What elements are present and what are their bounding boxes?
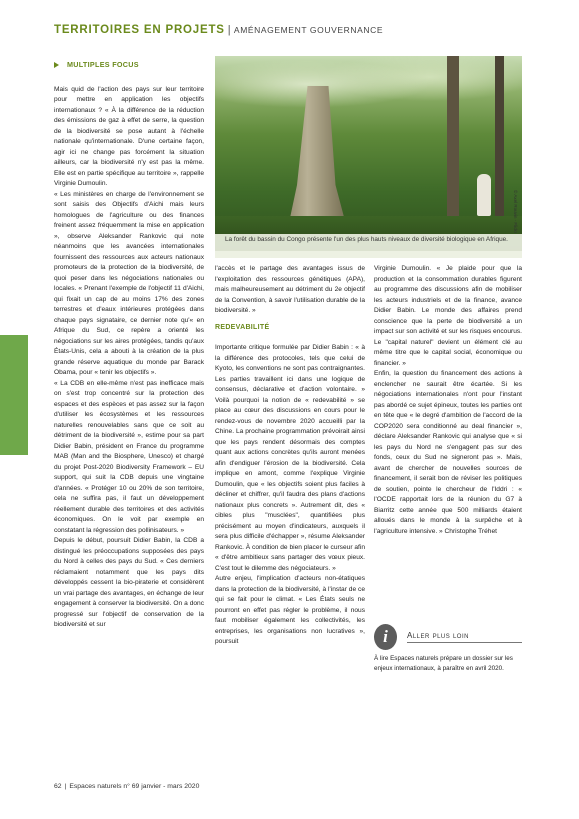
tree-trunk (447, 56, 459, 226)
info-icon: i (374, 624, 397, 650)
triangle-bullet-icon (54, 62, 59, 68)
redevabilite-heading: REDEVABILITÉ (215, 323, 270, 331)
paragraph: Depuis le début, poursuit Didier Babin, la CDB a distingué les préoccupations supposées des pays du Nord à celles des pays du Sud. « Ces derniers réclamaient notamment que les pays dits développés cessent la bio-piraterie et considèrent un vrai partage des avantages, en échange de leur engagement à conserver la biodiversité. On a donc progressé sur l'objectif de conservation de la biodiversité et sur (54, 537, 204, 628)
paragraph: Importante critique formulée par Didier Babin : « à la différence des protocoles, tels que celui de Kyoto, les conventions ne sont pas contraignantes. Les parties travaillent ici dans une logique de consensus, déclarative et d'action volontaire. » Voilà pourquoi la notion de « redevabilité » se place au cœur des discussions en cours pour le rendez-vous de novembre 2020 accueilli par la Chine. La prochaine programmation prévoirait ainsi que les pays rendent désormais des comptes quant aux actions concrètes qu'ils auront menées afin d'endiguer l'érosion de la biodiversité. Cela implique en amont, comme l'explique Virginie Dumoulin, que « les objectifs soient plus faciles à décliner et chiffrer, qu'il faudra des plans d'actions nationaux plus concrets ». Autrement dit, des « cibles plus "musclées", quantifiées plus précisément au moyen d'indicateurs, auxquels il sera plus difficile d'échapper », résume Aleksander Rankovic. À condition de bien placer le curseur afin « d'être ambitieux sans partager des vœux pieux. C'est tout le dilemme des négociateurs. » (215, 344, 365, 572)
photo-caption: La forêt du bassin du Congo présente l'un des plus hauts niveaux de diversité biologique en Afrique. (215, 234, 522, 258)
paragraph: Virginie Dumoulin. « Je plaide pour que la production et la consommation durables figurent au programme des discussions afin de mobiliser les acteurs industriels et de la finance, avance Didier Babin. Le monde des affaires prend conscience que la perte de biodiversité a un impact sur son activité et sur les risques encourus. Le "capital naturel" devient un élément clé au même titre que le capital social, économique ou financier. » (374, 265, 522, 367)
paragraph: « La CDB en elle-même n'est pas inefficace mais on s'est trop concentré sur la protection des espaces et des espèces et pas assez sur la façon d'utiliser les écosystèmes et les ressources naturelles renouvelables sans que ce soit au détriment de la biodiversité », estime pour sa part Didier Babin, président en France du programme MAB (Man and the Biosphere, Unesco) et chargé du projet Post-2020 Biodiversity Framework – EU support, qui suit la CDB depuis une vingtaine d'années. « Protéger 10 ou 20% de son territoire, cela ne suffira pas, il faut un développement réellement durable des territoires et des activités économiques. On le voit par exemple en constatant la régression des pollinisateurs. » (54, 379, 204, 534)
person-figure (477, 174, 491, 216)
focus-heading-text: MULTIPLES FOCUS (67, 60, 139, 69)
further-reading-box (374, 624, 522, 674)
column-2 (215, 264, 365, 648)
page-number: 62 (54, 783, 62, 790)
header-separator: | (227, 24, 231, 36)
title-underline (407, 642, 522, 643)
page-header (54, 24, 383, 36)
side-tab (0, 335, 28, 455)
column-3 (374, 264, 522, 537)
forest-photo (215, 56, 522, 251)
column-1 (54, 60, 204, 631)
subsection-title: AMÉNAGEMENT GOUVERNANCE (233, 25, 384, 35)
photo-credit: © Axel Rouvin - Flickr (513, 190, 518, 234)
section-title: TERRITOIRES EN PROJETS (54, 24, 225, 36)
paragraph: l'accès et le partage des avantages issus de l'exploitation des ressources génétiques (APA), mais malheureusement au détriment du 2e objectif de la Convention, à savoir l'utilisation durable de la biodiversité. » (215, 265, 365, 314)
paragraph: « Les ministères en charge de l'environnement se sont saisis des Objectifs d'Aichi mais leurs homologues de l'agriculture ou des finances freinent assez fréquemment la mise en application », observe Aleksander Rankovic qui note néanmoins que les avancées internationales fournissent des ressources aux acteurs nationaux promoteurs de la protection de la biodiversité, de quoi peser dans les négociations nationales ou locales. « Prenant l'exemple de l'objectif 11 d'Aichi, qui fixait un cap de au moins 17% des zones terrestres et d'eaux intérieures protégées dans chaque pays signataire, ce dernier note qu'« en Afrique du Sud, ce repère a orienté les négociations sur les aires protégées, tandis qu'aux États-Unis, cela a abouti à la création de la plus grande réserve aquatique du monde par Barack Obama, pour « tenir les objectifs ». (54, 190, 204, 376)
paragraph: Enfin, la question du financement des actions à enclencher ne saurait être écartée. Si les négociations internationales n'ont pour l'instant pas abordé ce sujet épineux, toutes les parties ont en tête que « le degré d'ambition de l'accord de la COP2020 sera conditionné au deal financier », déclare Aleksander Rankovic qui analyse que « si les pays du Nord ne s'engagent pas sur des fonds, ceux du Sud ne signeront pas ». Mais, avant de chercher de nouvelles sources de financement, il serait bon de réviser les politiques de soutien, pointe le chercheur de l'Iddri : « l'OCDE rapportait lors de la réunion du G7 à Biarritz cette année que 500 milliards étaient alloués dans le monde à la surpêche et à l'agriculture intensive. » Christophe Tréhet (374, 370, 522, 535)
canopy (215, 56, 522, 126)
further-reading-title: Aller plus loin (407, 631, 469, 640)
page-footer: 62 | Espaces naturels n° 69 janvier - mars 2020 (54, 783, 200, 790)
paragraph: Autre enjeu, l'implication d'acteurs non-étatiques dans la protection de la biodiversité, à l'instar de ce qui se fait pour le climat. « Les États seuls ne pourront en effet pas régler le problème, il nous faut mobiliser également les collectivités, les entreprises, les organisations non lucratives », poursuit (215, 575, 365, 645)
paragraph: Mais quid de l'action des pays sur leur territoire pour mettre en application les objectifs internationaux ? « À la différence de la réduction des émissions de gaz à effet de serre, la question de la biodiversité se pose autant à l'échelle nationale qu'internationale. D'une certaine façon, agir ici ne change pas forcément la situation ailleurs, car la biodiversité n'y est pas la même. Elle est en partie spécifique au territoire », rappelle Virginie Dumoulin. (54, 85, 204, 187)
tree-trunk (495, 56, 504, 231)
focus-heading (54, 60, 204, 71)
further-reading-body: À lire Espaces naturels prépare un dossier sur les enjeux internationaux, à paraître en avril 2020. (374, 655, 513, 672)
publication-info: Espaces naturels n° 69 janvier - mars 2020 (69, 783, 200, 790)
